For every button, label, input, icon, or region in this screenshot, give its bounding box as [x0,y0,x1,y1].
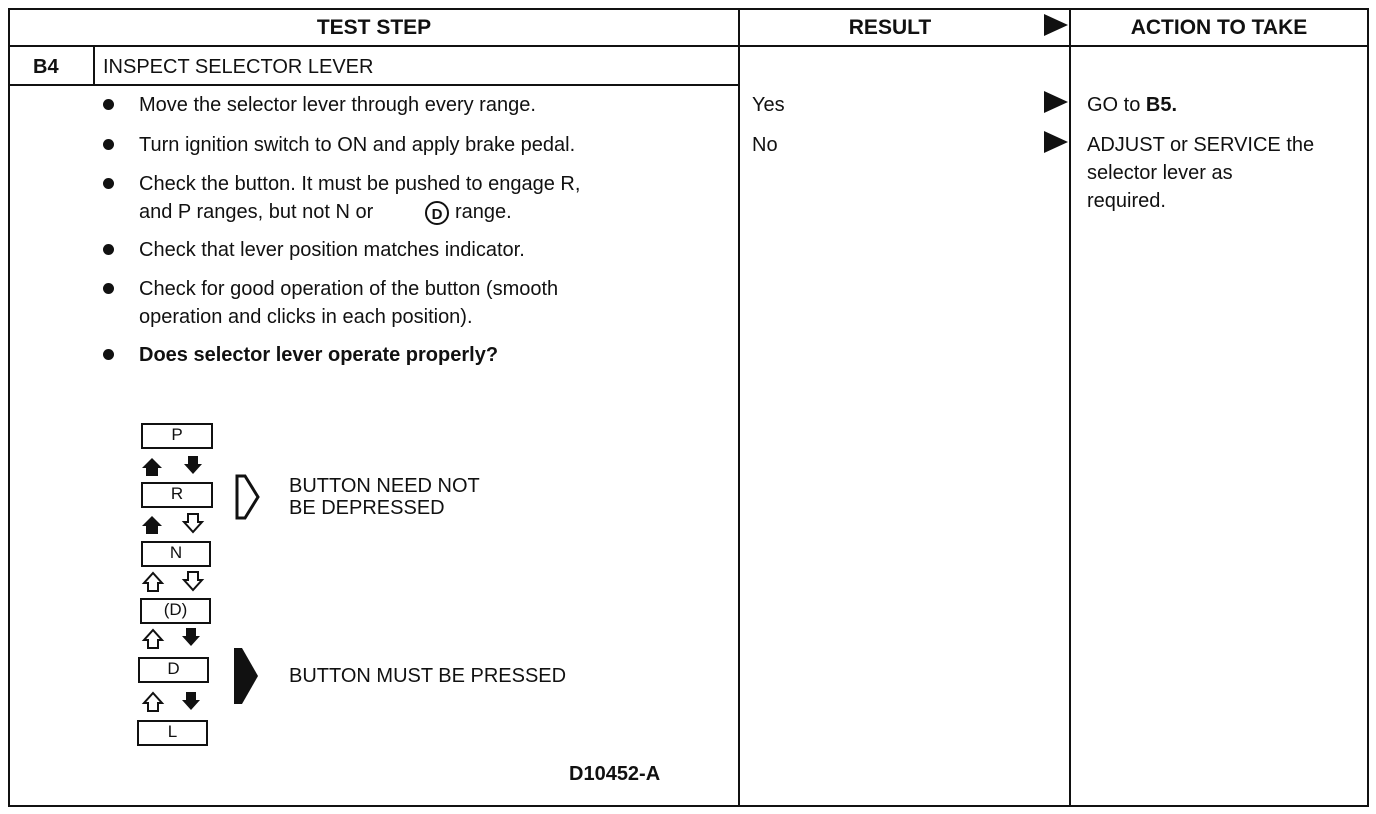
right-arrow-outline-icon [234,472,262,522]
up-arrow-outline-icon [144,693,162,711]
action-no-line2: selector lever as [1087,162,1233,184]
figure-id: D10452-A [569,763,661,785]
table-border-right [1367,8,1369,807]
bullet-ignition: Turn ignition switch to ON and apply brake pedal. [139,134,576,156]
bullet-check-button-line2: and P ranges, but not N or [139,201,374,223]
header-test-step: TEST STEP [316,16,432,39]
up-arrow-filled-icon [142,458,162,476]
step-id: B4 [33,56,59,78]
result-no: No [752,134,778,156]
gear-arrows [140,450,220,750]
bullet-dot [103,139,114,150]
up-arrow-outline-icon [144,630,162,648]
step-title: INSPECT SELECTOR LEVER [103,56,374,78]
bullet-good-operation-line1: Check for good operation of the button (smooth [139,278,559,300]
bullet-dot [103,283,114,294]
bullet-dot [103,178,114,189]
bullet-lever-position: Check that lever position matches indicator. [139,239,525,261]
down-arrow-filled-icon [184,456,202,474]
bullet-question: Does selector lever operate properly? [139,344,499,366]
action-no-line3: required. [1087,190,1166,212]
table-border-left [8,8,10,807]
up-arrow-filled-icon [142,516,162,534]
up-arrow-outline-icon [144,573,162,591]
circled-d-letter: D [431,206,443,223]
bullet-check-button-line1: Check the button. It must be pushed to engage R, [139,173,581,195]
note-button-must-be-pressed: BUTTON MUST BE PRESSED [289,665,567,687]
bullet-good-operation-line2: operation and clicks in each position). [139,306,473,328]
result-yes: Yes [752,94,785,116]
bullet-check-button-line2-end: range. [455,201,512,223]
note-button-need-not: BUTTON NEED NOT [289,475,480,497]
header-action: ACTION TO TAKE [1130,16,1308,39]
header-arrow-icon [1044,14,1068,36]
down-arrow-filled-icon [182,692,200,710]
table-border-bottom [8,805,1369,807]
header-divider [8,45,1369,47]
result-yes-arrow-icon [1044,91,1068,113]
gear-l-label: L [167,722,178,741]
circled-d-icon [424,200,450,226]
header-result: RESULT [848,16,932,39]
step-id-divider [93,45,95,86]
right-arrow-filled-icon [232,646,260,706]
gear-p-label: P [171,425,183,444]
column-divider-result [738,8,740,807]
result-no-arrow-icon [1044,131,1068,153]
note-be-depressed: BE DEPRESSED [289,497,445,519]
action-yes-target: B5. [1145,94,1178,116]
step-title-divider [8,84,740,86]
action-yes-text: GO to [1087,94,1141,116]
down-arrow-filled-icon [182,628,200,646]
gear-d-label: D [167,659,180,678]
table-border-top [8,8,1369,10]
gear-p-box [141,423,213,449]
gear-overdrive-label: (D) [163,600,188,619]
down-arrow-outline-icon [184,514,202,532]
down-arrow-outline-icon [184,572,202,590]
action-yes [1087,95,1177,115]
column-divider-action [1069,8,1071,807]
gear-n-label: N [169,543,183,562]
action-no-line1: ADJUST or SERVICE the [1087,134,1315,156]
bullet-dot [103,99,114,110]
bullet-dot [103,244,114,255]
bullet-dot [103,349,114,360]
bullet-move-lever: Move the selector lever through every range. [139,94,536,116]
gear-r-label: R [170,484,184,503]
